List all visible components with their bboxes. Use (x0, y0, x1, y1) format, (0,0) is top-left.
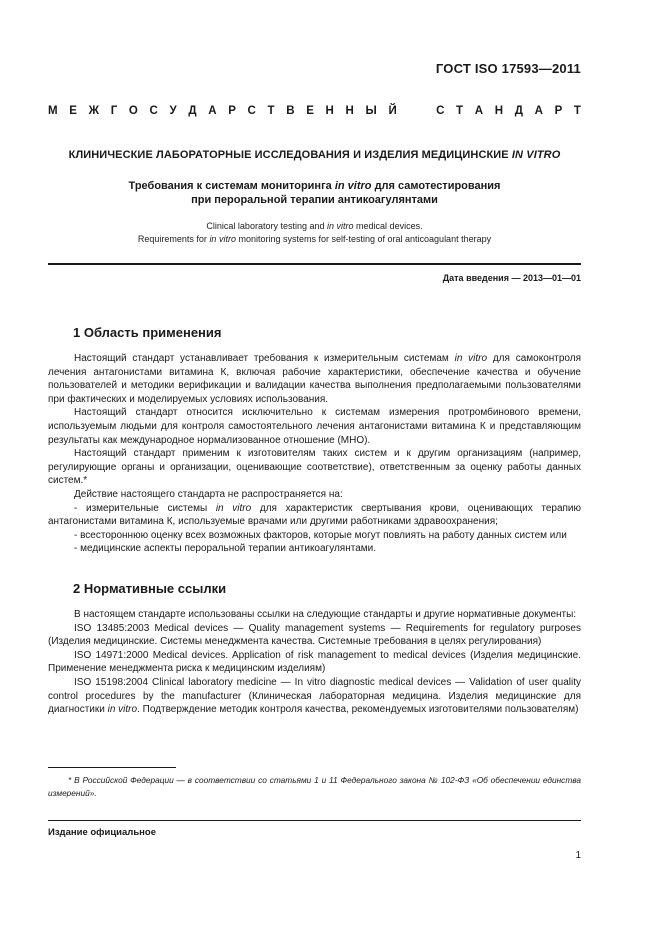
heading-letter: Е (306, 105, 314, 117)
title-sub-line2: при пероральной терапии антикоагулянтами (191, 194, 438, 206)
title-en-line2-a: Requirements for (137, 234, 207, 244)
section-1-paragraph-2: Настоящий стандарт относится исключительно к системам измерения протромбинового времени, используемым людьми для контроля самостоятельного лечения антагонистами витамина К и представляющим результаты как международное нормализованное отношение (МНО). (48, 407, 581, 446)
footnote-text: * В Российской Федерации — в соответствии со статьями 1 и 11 Федерального закона № 102-ФЗ «Об обеспечении единства измерений». (48, 775, 581, 798)
normative-reference-3: ISO 15198:2004 Clinical laboratory medicine — In vitro diagnostic medical devices — Validation of user quality control procedures by the manufacturer (Клиническая лабораторная медицина. Изделия медицинские для диагностики in vitro. Подтверждение методик контроля качества, рекомендуемых изготовителями пользователям) (48, 676, 581, 716)
title-main-italic: IN VITRO (511, 149, 561, 161)
heading-letter: Н (345, 105, 354, 117)
heading-letter: Д (514, 105, 523, 117)
document-code: ГОСТ ISO 17593—2011 (435, 61, 581, 76)
heading-letter: А (208, 105, 217, 117)
heading-letter: Т (267, 105, 275, 117)
title-en-line2-b: monitoring systems for self-testing of oral anticoagulant therapy (238, 234, 492, 244)
title-sub-line1-b: для самотестирования (374, 180, 501, 192)
heading-letter: Н (325, 105, 334, 117)
heading-letter: Т (456, 105, 464, 117)
section-1-body (48, 352, 581, 556)
header-divider (48, 263, 581, 265)
footnote (48, 774, 581, 800)
section-1-paragraph-3: Настоящий стандарт применим к изготовителям таких систем и к другим организациям (например, регулирующие органы и организации, оценивающие соответствие), ответственным за оценку работы данных систем.* (48, 448, 581, 487)
heading-letter: С (247, 105, 256, 117)
footer-divider (48, 820, 581, 821)
normative-reference-1: ISO 13485:2003 Medical devices — Quality management systems — Requirements for regulatory purposes (Изделия медицинские. Системы менеджмента качества. Системные требования в целях регулирования) (48, 622, 581, 648)
normative-reference-2: ISO 14971:2000 Medical devices. Application of risk management to medical devices (Изделия медицинские. Применение менеджмента риска к медицинским изделиям) (48, 649, 581, 675)
heading-letter: Е (69, 105, 77, 117)
page-number: 1 (575, 850, 581, 861)
title-en-line1-b: medical devices. (356, 221, 423, 231)
heading-letter: Д (188, 105, 197, 117)
heading-letter: У (169, 105, 177, 117)
heading-letter: А (534, 105, 543, 117)
footnote-divider (48, 767, 176, 768)
heading-letter: О (128, 105, 138, 117)
title-en-line1-italic: in vitro (327, 221, 354, 231)
heading-letter: Й (388, 105, 397, 117)
introduction-date: Дата введения — 2013—01—01 (442, 273, 581, 283)
heading-letter: Г (110, 105, 118, 117)
official-edition-label: Издание официальное (48, 827, 156, 838)
heading-letter: Р (228, 105, 236, 117)
title-en-line1-a: Clinical laboratory testing and (206, 221, 325, 231)
document-title-sub (48, 179, 581, 207)
title-sub-line1-a: Требования к системам мониторинга (128, 180, 332, 192)
heading-letter: Ы (365, 105, 377, 117)
heading-letter: С (149, 105, 158, 117)
section-1-paragraph-1: Настоящий стандарт устанавливает требования к измерительным системам in vitro для самоконтроля лечения антагонистами витамина К, включая рабочие характеристики, обеспечение качества и обучение пользователей и методики верификации и валидации качества выполнения предполагаемыми пользователями при фактических и моделируемых условиях использования. (48, 353, 582, 405)
document-title-main (48, 149, 581, 161)
title-sub-line1-italic: in vitro (334, 180, 372, 192)
section-1-list-item-3: - медицинские аспекты пероральной терапии антикоагулянтами. (74, 543, 377, 555)
heading-letter: Н (494, 105, 504, 117)
heading-letter: М (48, 105, 58, 117)
section-2-title: 2 Нормативные ссылки (73, 581, 227, 596)
section-1-list-item-1: - измерительные системы in vitro для характеристик свертывания крови, оценивающих терапию антагонистами витамина К, используемые врачами или другими работниками здравоохранения; (48, 502, 582, 528)
heading-letter: В (286, 105, 295, 117)
section-1-paragraph-4: Действие настоящего стандарта не распространяется на: (74, 488, 343, 500)
title-en-line2-italic: in vitro (209, 234, 236, 244)
section-1-list-item-2: - всестороннюю оценку всех возможных факторов, которые могут повлиять на работу данных систем или (74, 529, 567, 541)
heading-word-gap (408, 105, 424, 117)
section-2-paragraph-1: В настоящем стандарте использованы ссылки на следующие стандарты и другие нормативные документы: (74, 609, 577, 620)
section-1-title: 1 Область применения (73, 325, 222, 340)
interstate-standard-heading (48, 105, 581, 117)
heading-letter: Ж (88, 105, 100, 117)
heading-letter: С (436, 105, 445, 117)
section-2-body (48, 608, 581, 717)
heading-letter: Р (554, 105, 563, 117)
document-title-english (48, 220, 581, 246)
heading-letter: А (474, 105, 484, 117)
heading-letter: Т (573, 105, 581, 117)
title-main-text: КЛИНИЧЕСКИЕ ЛАБОРАТОРНЫЕ ИССЛЕДОВАНИЯ И ИЗДЕЛИЯ МЕДИЦИНСКИЕ (68, 149, 509, 161)
